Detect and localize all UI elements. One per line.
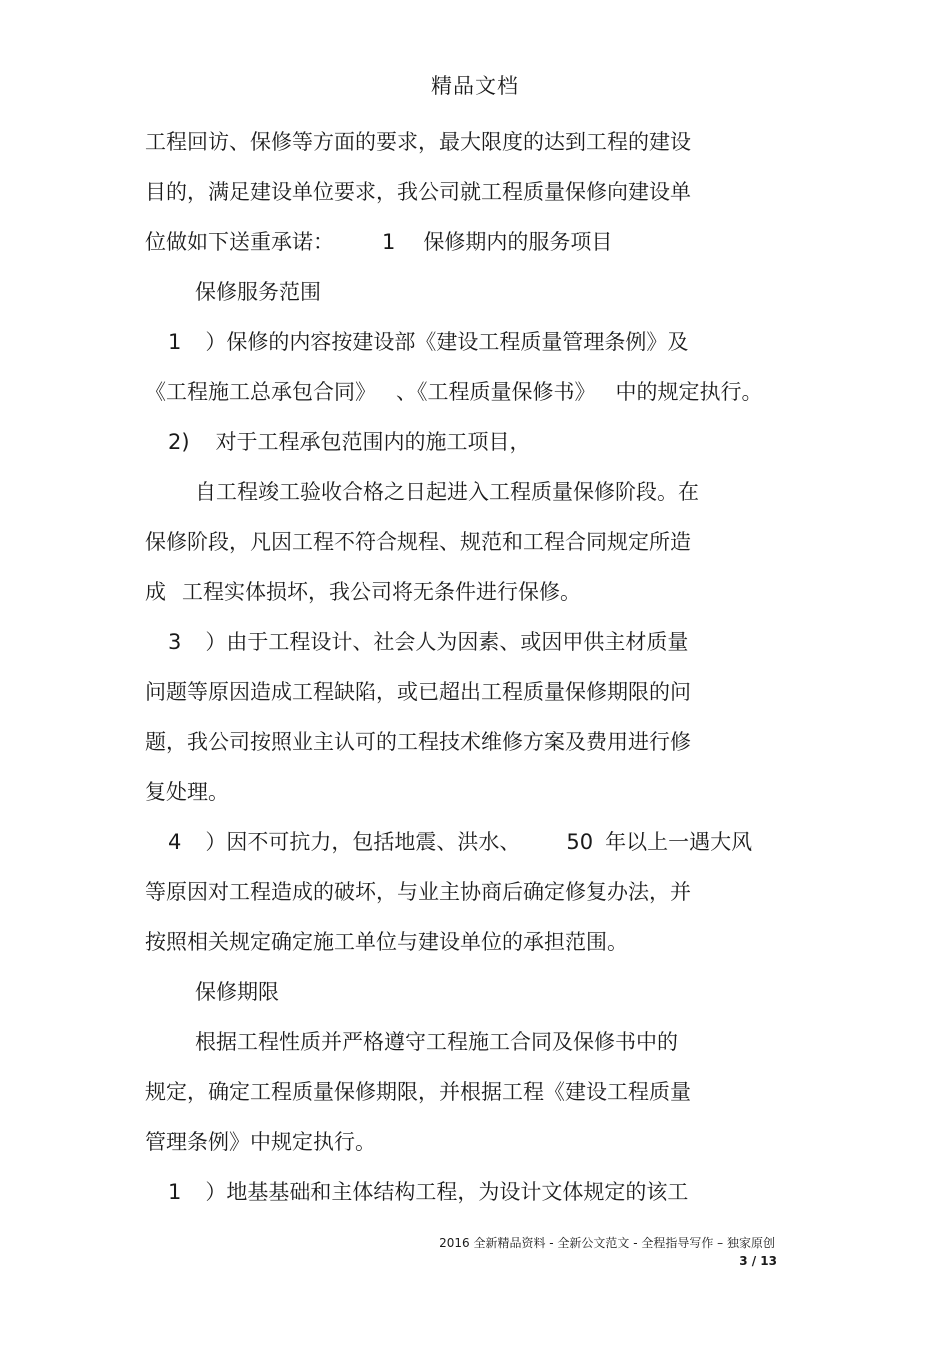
- paragraph-line: 按照相关规定确定施工单位与建设单位的承担范围。: [145, 930, 628, 954]
- footer-text: 2016 全新精品资料 - 全新公文范文 - 全程指导写作 – 独家原创: [439, 1236, 775, 1250]
- list-item-line: 1 ）地基基础和主体结构工程，为设计文体规定的该工: [168, 1180, 689, 1204]
- paragraph-line: 复处理。: [145, 780, 229, 804]
- paragraph-line: 《工程施工总承包合同》 、《工程质量保修书》 中的规定执行。: [145, 380, 763, 404]
- paragraph-line: 管理条例》中规定执行。: [145, 1130, 376, 1154]
- paragraph-line: 等原因对工程造成的破坏，与业主协商后确定修复办法，并: [145, 880, 691, 904]
- section-heading: 保修服务范围: [195, 280, 321, 304]
- paragraph-line: 自工程竣工验收合格之日起进入工程质量保修阶段。在: [195, 480, 699, 504]
- paragraph-line: 位做如下送重承诺： 1 保修期内的服务项目: [145, 230, 613, 254]
- page-number: 3 / 13: [739, 1254, 777, 1268]
- paragraph-line: 目的，满足建设单位要求，我公司就工程质量保修向建设单: [145, 180, 691, 204]
- paragraph-line: 根据工程性质并严格遵守工程施工合同及保修书中的: [195, 1030, 678, 1054]
- list-item-line: 4 ）因不可抗力，包括地震、洪水、 50 年以上一遇大风: [168, 830, 753, 854]
- paragraph-line: 保修阶段，凡因工程不符合规程、规范和工程合同规定所造: [145, 530, 691, 554]
- paragraph-line: 工程回访、保修等方面的要求，最大限度的达到工程的建设: [145, 130, 691, 154]
- list-item-line: 2) 对于工程承包范围内的施工项目，: [168, 430, 531, 454]
- paragraph-line: 成 工程实体损坏，我公司将无条件进行保修。: [145, 580, 581, 604]
- section-heading: 保修期限: [195, 980, 279, 1004]
- paragraph-line: 问题等原因造成工程缺陷，或已超出工程质量保修期限的问: [145, 680, 691, 704]
- list-item-line: 3 ）由于工程设计、社会人为因素、或因甲供主材质量: [168, 630, 689, 654]
- paragraph-line: 规定，确定工程质量保修期限，并根据工程《建设工程质量: [145, 1080, 691, 1104]
- paragraph-line: 题，我公司按照业主认可的工程技术维修方案及费用进行修: [145, 730, 691, 754]
- page-header-title: 精品文档: [431, 74, 519, 98]
- list-item-line: 1 ）保修的内容按建设部《建设工程质量管理条例》及: [168, 330, 689, 354]
